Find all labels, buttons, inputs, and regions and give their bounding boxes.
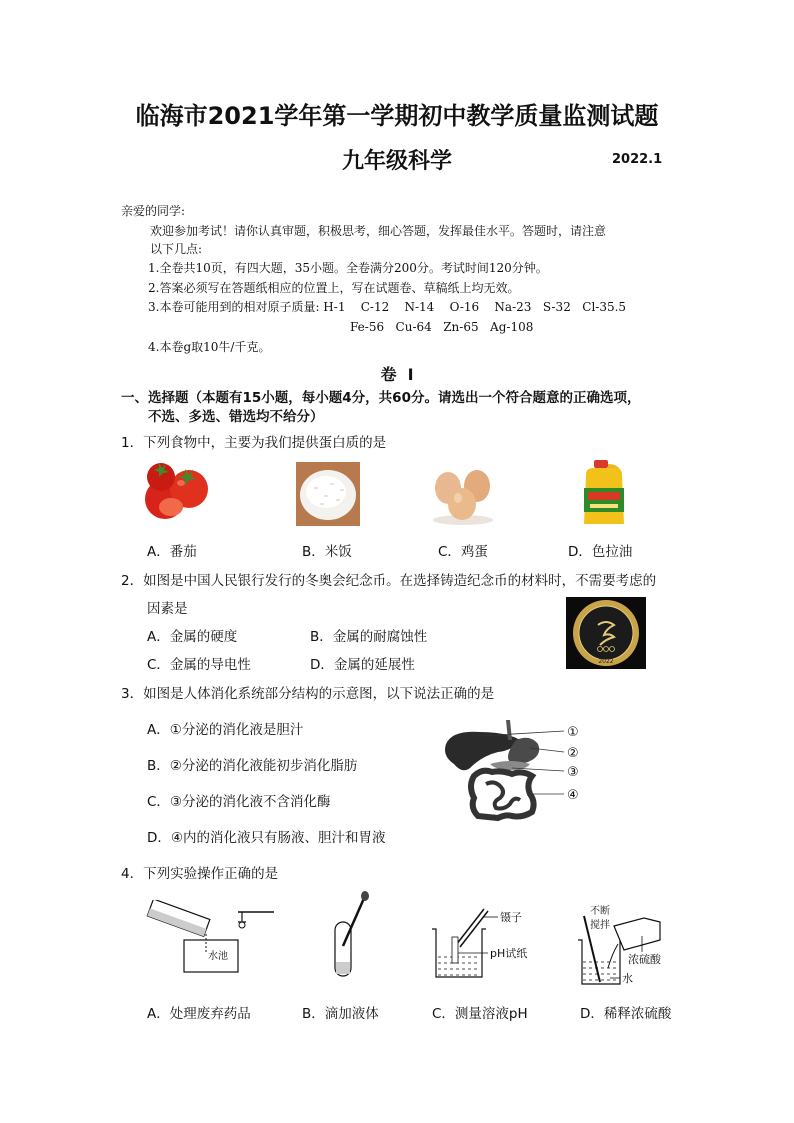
- notice-intro-line2: 以下几点:: [150, 242, 203, 256]
- q3-option-c: C．③分泌的消化液不含消化酶: [147, 794, 331, 810]
- part-instructions-line2: 不选、多选、错选均不给分）: [148, 409, 324, 425]
- label-2: ②: [567, 746, 579, 761]
- water-label: 水: [622, 972, 633, 985]
- waste-disposal-diagram: [142, 900, 277, 980]
- rice-image: [296, 462, 360, 526]
- q1-option-c: C．鸡蛋: [438, 544, 488, 560]
- label-3: ③: [567, 765, 579, 780]
- q4-stem: 4．下列实验操作正确的是: [121, 866, 279, 882]
- cooking-oil-image: [578, 458, 630, 528]
- q3-option-d: D．④内的消化液只有肠液、胆汁和胃液: [147, 830, 386, 846]
- stir-label-2: 搅拌: [590, 920, 610, 931]
- dilute-acid-diagram: [570, 900, 685, 992]
- q1-option-b: B．米饭: [302, 544, 352, 560]
- page-subtitle: 九年级科学: [341, 149, 452, 174]
- stir-label-1: 不断: [590, 906, 610, 917]
- q4-option-b: B．滴加液体: [302, 1006, 379, 1022]
- label-4: ④: [567, 788, 579, 803]
- dropper-diagram: [325, 890, 375, 982]
- q4-option-c: C．测量溶液pH: [432, 1006, 528, 1022]
- part-instructions-line1: 一、选择题（本题有15小题，每小题4分，共60分。请选出一个符合题意的正确选项，: [121, 390, 641, 406]
- tomato-image: [141, 455, 213, 527]
- commemorative-coin-image: [566, 597, 646, 669]
- notice-item-4: 4.本卷g取10牛/千克。: [148, 340, 271, 354]
- q1-option-d: D．色拉油: [568, 544, 633, 560]
- q1-stem: 1．下列食物中，主要为我们提供蛋白质的是: [121, 435, 387, 451]
- ph-paper-label: pH试纸: [490, 947, 528, 960]
- q3-stem: 3．如图是人体消化系统部分结构的示意图，以下说法正确的是: [121, 686, 495, 702]
- q2-option-d: D．金属的延展性: [310, 657, 415, 673]
- q2-option-a: A．金属的硬度: [147, 629, 238, 645]
- coin-year-text: 2022: [598, 658, 614, 665]
- q1-option-a: A．番茄: [147, 544, 197, 560]
- q3-option-a: A．①分泌的消化液是胆汁: [147, 722, 304, 738]
- q4-option-d: D．稀释浓硫酸: [580, 1006, 672, 1022]
- sink-label: 水池: [208, 951, 228, 962]
- notice-item-1: 1.全卷共10页，有四大题，35小题。全卷满分200分。考试时间120分钟。: [148, 261, 548, 275]
- acid-label: 浓硫酸: [628, 953, 661, 966]
- notice-item-3-line1: 3.本卷可能用到的相对原子质量: H-1 C-12 N-14 O-16 Na-23 S-32 Cl-35.5: [148, 300, 627, 314]
- q2-option-c: C．金属的导电性: [147, 657, 251, 673]
- eggs-image: [430, 460, 496, 526]
- q4-option-a: A．处理废弃药品: [147, 1006, 251, 1022]
- notice-item-3-line2: Fe-56 Cu-64 Zn-65 Ag-108: [350, 320, 534, 334]
- digestive-system-diagram: [440, 718, 590, 828]
- section-title: 卷 Ⅰ: [380, 365, 414, 384]
- notice-greeting: 亲爱的同学:: [121, 204, 186, 218]
- notice-intro-line1: 欢迎参加考试！请你认真审题，积极思考，细心答题，发挥最佳水平。答题时，请注意: [150, 224, 607, 238]
- page-title: 临海市2021学年第一学期初中教学质量监测试题: [135, 102, 659, 130]
- ph-measure-diagram: [428, 905, 548, 985]
- q2-stem-line2: 因素是: [147, 601, 188, 617]
- notice-item-2: 2.答案必须写在答题纸相应的位置上，写在试题卷、草稿纸上均无效。: [148, 281, 520, 295]
- q2-option-b: B．金属的耐腐蚀性: [310, 629, 428, 645]
- q2-stem-line1: 2．如图是中国人民银行发行的冬奥会纪念币。在选择铸造纪念币的材料时，不需要考虑的: [121, 573, 657, 589]
- exam-date: 2022.1: [612, 152, 663, 167]
- q3-option-b: B．②分泌的消化液能初步消化脂肪: [147, 758, 358, 774]
- label-1: ①: [567, 725, 579, 740]
- tweezers-label: 镊子: [500, 911, 522, 924]
